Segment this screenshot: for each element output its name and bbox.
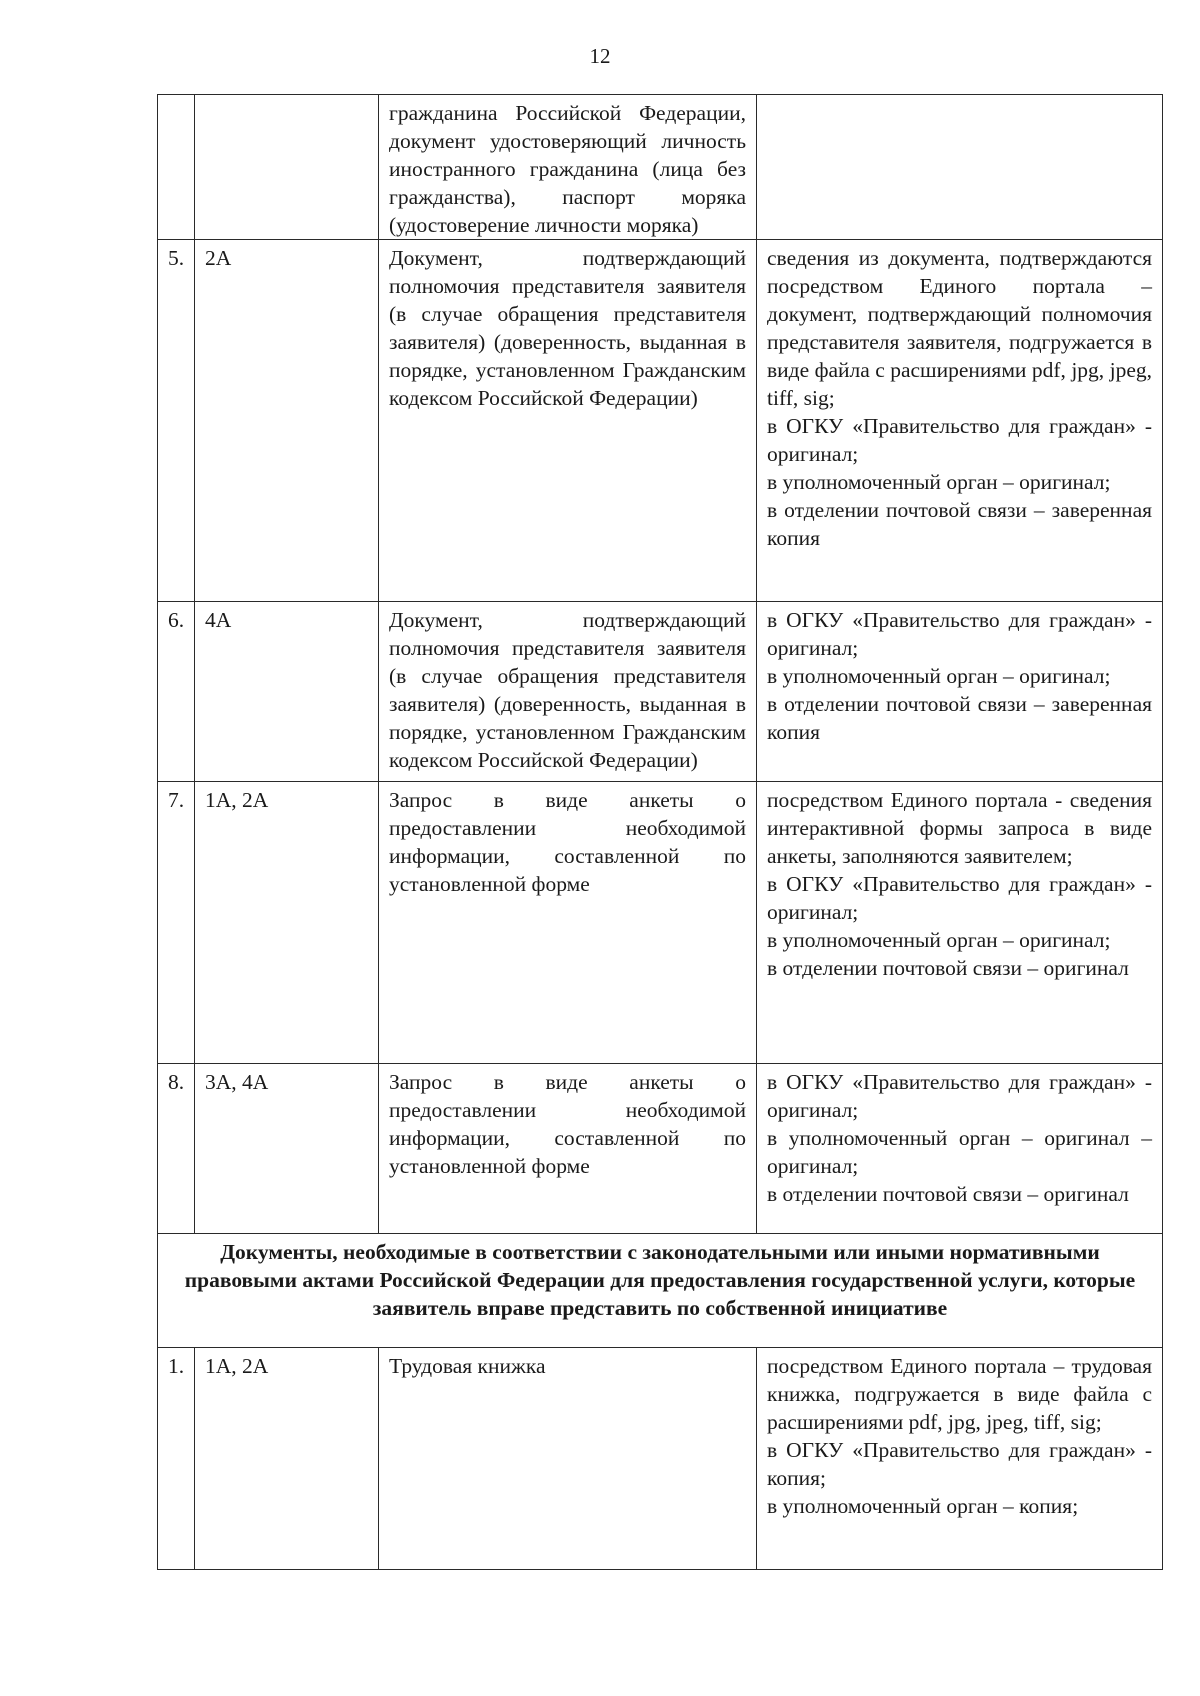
method-line: посредством Единого портала – трудовая книжка, подгружается в виде файла с расширениями pdf, jpg, jpeg, tiff, sig; (767, 1354, 1152, 1434)
method-line: в отделении почтовой связи – заверенная копия (767, 498, 1152, 550)
table-row (158, 782, 1163, 1064)
row-number (158, 95, 195, 240)
document-description (379, 782, 757, 1064)
method-line: в уполномоченный орган – копия; (767, 1494, 1079, 1518)
row-number: 6. (158, 602, 195, 782)
method-line: в ОГКУ «Правительство для граждан» - оригинал; (767, 1070, 1152, 1122)
description-line: гражданина Российской Федерации, документ удостоверяющий личность иностранного гражданина (лица без гражданства), паспорт моряка (удостоверение личности моряка) (389, 101, 746, 237)
method-line: в уполномоченный орган – оригинал – оригинал; (767, 1126, 1152, 1178)
section-heading: Документы, необходимые в соответствии с законодательными или иными нормативными правовыми актами Российской Федерации для предоставления государственной услуги, которые заявитель вправе представить по собственной инициативе (158, 1234, 1163, 1348)
document-description (379, 240, 757, 602)
submission-method (757, 1348, 1163, 1570)
table-row (158, 602, 1163, 782)
row-category-code (195, 95, 379, 240)
row-category-code: 2А (195, 240, 379, 602)
document-description (379, 1064, 757, 1234)
description-line: Документ, подтверждающий полномочия представителя заявителя (в случае обращения представителя заявителя) (доверенность, выданная в порядке, установленном Гражданским кодексом Российской Федерации) (389, 608, 746, 772)
row-number: 1. (158, 1348, 195, 1570)
submission-method (757, 782, 1163, 1064)
description-line: Запрос в виде анкеты о предоставлении необходимой информации, составленной по установленной форме (389, 788, 746, 896)
submission-method (757, 95, 1163, 240)
row-category-code: 1А, 2А (195, 1348, 379, 1570)
method-line: в отделении почтовой связи – заверенная копия (767, 692, 1152, 744)
submission-method (757, 602, 1163, 782)
document-description (379, 1348, 757, 1570)
method-line: в ОГКУ «Правительство для граждан» - оригинал; (767, 872, 1152, 924)
description-line: Трудовая книжка (389, 1354, 546, 1378)
row-category-code: 4А (195, 602, 379, 782)
table-row (158, 1064, 1163, 1234)
document-description (379, 602, 757, 782)
submission-method (757, 1064, 1163, 1234)
document-description (379, 95, 757, 240)
row-category-code: 1А, 2А (195, 782, 379, 1064)
method-line: в ОГКУ «Правительство для граждан» - оригинал; (767, 608, 1152, 660)
table-row (158, 240, 1163, 602)
row-number: 5. (158, 240, 195, 602)
method-line: в отделении почтовой связи – оригинал (767, 956, 1129, 980)
method-line: посредством Единого портала - сведения интерактивной формы запроса в виде анкеты, заполняются заявителем; (767, 788, 1152, 868)
method-line: в уполномоченный орган – оригинал; (767, 664, 1111, 688)
method-line: в уполномоченный орган – оригинал; (767, 470, 1111, 494)
method-line: в ОГКУ «Правительство для граждан» - копия; (767, 1438, 1152, 1490)
submission-method (757, 240, 1163, 602)
page-number: 12 (589, 44, 611, 68)
table-row (158, 1348, 1163, 1570)
method-line: сведения из документа, подтверждаются посредством Единого портала – документ, подтверждающий полномочия представителя заявителя, подгружается в виде файла с расширениями pdf, jpg, jpeg, tiff, sig; (767, 246, 1152, 410)
row-category-code: 3А, 4А (195, 1064, 379, 1234)
documents-table (157, 94, 1163, 1570)
row-number: 8. (158, 1064, 195, 1234)
method-line: в уполномоченный орган – оригинал; (767, 928, 1111, 952)
description-line: Запрос в виде анкеты о предоставлении необходимой информации, составленной по установленной форме (389, 1070, 746, 1178)
table-row (158, 95, 1163, 240)
description-line: Документ, подтверждающий полномочия представителя заявителя (в случае обращения представителя заявителя) (доверенность, выданная в порядке, установленном Гражданским кодексом Российской Федерации) (389, 246, 746, 410)
method-line: в ОГКУ «Правительство для граждан» - оригинал; (767, 414, 1152, 466)
method-line: в отделении почтовой связи – оригинал (767, 1182, 1129, 1206)
section-heading-row (158, 1234, 1163, 1348)
row-number: 7. (158, 782, 195, 1064)
